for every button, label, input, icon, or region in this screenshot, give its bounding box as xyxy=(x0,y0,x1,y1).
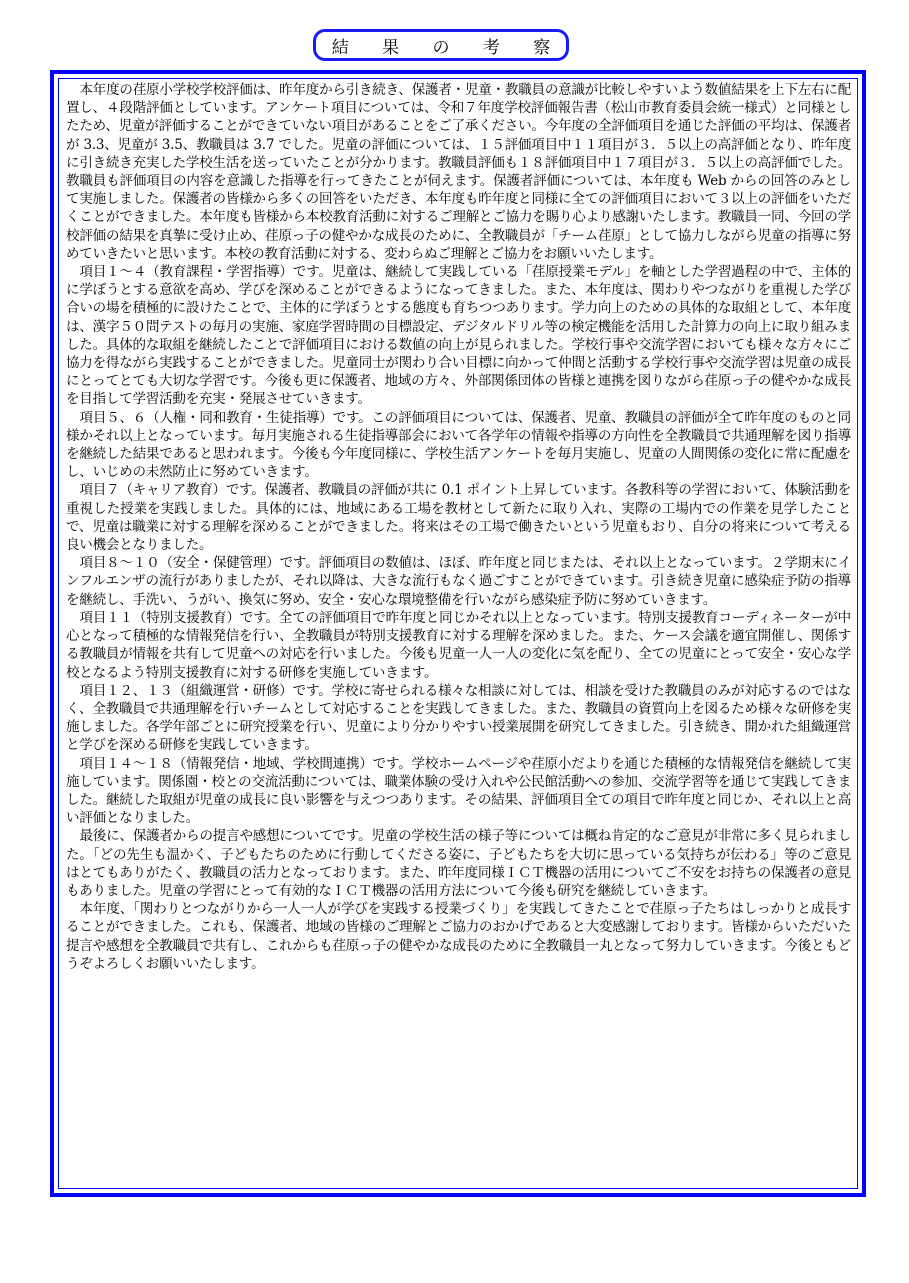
title-box xyxy=(313,29,569,61)
page-title: 結 果 の 考 察 xyxy=(331,37,565,58)
paragraph-intro: 本年度の荏原小学校学校評価は、昨年度から引き続き、保護者・児童・教職員の意識が比較しやすいよう数値結果を上下左右に配置し、４段階評価としています。アンケート項目については、令和７年度学校評価報告書（松山市教育委員会統一様式）と同様としたため、児童が評価することができていない項目があることをご了承ください。今年度の全評価項目を通じた評価の平均は、保護者が 3.3、児童が 3.5、教職員は 3.7 でした。児童の評価については、１５評価項目中１１項目が３．５以上の高評価となり、昨年度に引き続き充実した学校生活を送っていたことが分かります。教職員評価も１８評価項目中１７項目が３．５以上の高評価でした。教職員も評価項目の内容を意識した指導を行ってきたことが伺えます。保護者評価については、本年度も Web からの回答のみとして実施しました。保護者の皆様から多くの回答をいただき、本年度も昨年度と同様に全ての評価項目において３以上の評価をいただくことができました。本年度も皆様から本校教育活動に対するご理解とご協力を賜り心より感謝いたします。教職員一同、今回の学校評価の結果を真摯に受け止め、荏原っ子の健やかな成長のために、全教職員が「チーム荏原」として協力しながら児童の指導に努めていきたいと思います。本校の教育活動に対する、変わらぬご理解とご協力をお願いいたします。 xyxy=(66,82,851,262)
content-frame xyxy=(50,70,866,1197)
paragraph-item-7: 項目７（キャリア教育）です。保護者、教職員の評価が共に 0.1 ポイント上昇しています。各教科等の学習において、体験活動を重視した授業を実践しました。具体的には、地域にある工場を教材として新たに取り入れ、実際の工場内での作業を見学したことで、児童は職業に対する理解を深めることができました。将来はその工場で働きたいという児童もおり、自分の将来について考える良い機会となりました。 xyxy=(66,482,851,554)
paragraph-items-5-6: 項目５、６（人権・同和教育・生徒指導）です。この評価項目については、保護者、児童、教職員の評価が全て昨年度のものと同様かそれ以上となっています。毎月実施される生徒指導部会において各学年の情報や指導の方向性を全教職員で共通理解を図り指導を継続した結果であると思われます。今後も今年度同様に、学校生活アンケートを毎月実施し、児童の人間関係の変化に常に配慮をし、いじめの未然防止に努めていきます。 xyxy=(66,409,851,481)
paragraph-item-11: 項目１１（特別支援教育）です。全ての評価項目で昨年度と同じかそれ以上となっています。特別支援教育コーディネーターが中心となって積極的な情報発信を行い、全教職員が特別支援教育に対する理解を深めました。また、ケース会議を適宜開催し、関係する教職員が情報を共有して児童への対応を行いました。今後も児童一人一人の変化に気を配り、全ての児童にとって安全・安心な学校となるよう特別支援教育に対する研修を実施していきます。 xyxy=(66,609,851,681)
body-text xyxy=(66,81,851,1182)
paragraph-items-1-4: 項目１～４（教育課程・学習指導）です。児童は、継続して実践している「荏原授業モデル」を軸とした学習過程の中で、主体的に学ぼうとする意欲を高め、学びを深めることができるようになってきました。また、本年度は、関わりやつながりを重視した学び合いの場を積極的に設けたことで、主体的に学ぼうとする態度も育ちつつあります。学力向上のための具体的な取組として、本年度は、漢字５０問テストの毎月の実施、家庭学習時間の目標設定、デジタルドリル等の検定機能を活用した計算力の向上に取り組みました。具体的な取組を継続したことで評価項目における数値の向上が見られました。学校行事や交流学習においても様々な方々にご協力を得ながら実践することができました。児童同士が関わり合い目標に向かって仲間と活動する学校行事や交流学習は児童の成長にとってとても大切な学習です。今後も更に保護者、地域の方々、外部関係団体の皆様と連携を図りながら荏原っ子の健やかな成長を目指して学習活動を充実・発展させていきます。 xyxy=(66,264,851,408)
paragraph-items-8-10: 項目８～１０（安全・保健管理）です。評価項目の数値は、ほぼ、昨年度と同じまたは、それ以上となっています。２学期末にインフルエンザの流行がありましたが、それ以降は、大きな流行もなく過ごすことができています。引き続き児童に感染症予防の指導を継続し、手洗い、うがい、換気に努め、安全・安心な環境整備を行いながら感染症予防に努めていきます。 xyxy=(66,555,851,608)
paragraph-items-14-18: 項目１４～１８（情報発信・地域、学校間連携）です。学校ホームページや荏原小だよりを通じた積極的な情報発信を継続して実施しています。関係園・校との交流活動については、職業体験の受け入れや公民館活動への参加、交流学習等を通じて実践してきました。継続した取組が児童の成長に良い影響を与えつつあります。その結果、評価項目全ての項目で昨年度と同じか、それ以上と高い評価となりました。 xyxy=(66,755,851,827)
paragraph-closing: 本年度、「関わりとつながりから一人一人が学びを実践する授業づくり」を実践してきたことで荏原っ子たちはしっかりと成長することができました。これも、保護者、地域の皆様のご理解とご協力のおかげであると大変感謝しております。皆様からいただいた提言や感想を全教職員で共有し、これからも荏原っ子の健やかな成長のために全教職員一丸となって努力していきます。今後ともどうぞよろしくお願いいたします。 xyxy=(66,901,851,972)
paragraph-items-12-13: 項目１２、１３（組織運営・研修）です。学校に寄せられる様々な相談に対しては、相談を受けた教職員のみが対応するのではなく、全教職員で共通理解を行いチームとして対応することを実践してきました。また、教職員の資質向上を図るため様々な研修を実施しました。各学年部ごとに研究授業を行い、児童により分かりやすい授業展開を研究してきました。引き続き、開かれた組織運営と学びを深める研修を実践していきます。 xyxy=(66,682,851,754)
paragraph-feedback: 最後に、保護者からの提言や感想についてです。児童の学校生活の様子等については概ね肯定的なご意見が非常に多く見られました。「どの先生も温かく、子どもたちのために行動してくださる姿に、子どもたちを大切に思っている気持ちが伝わる」等のご意見はとてもありがたく、教職員の活力となっております。また、昨年度同様ＩＣＴ機器の活用についてご不安をお持ちの保護者の意見もありました。児童の学習にとって有効的なＩＣＴ機器の活用方法について今後も研究を継続していきます。 xyxy=(66,828,851,899)
content-frame-inner xyxy=(58,78,858,1189)
